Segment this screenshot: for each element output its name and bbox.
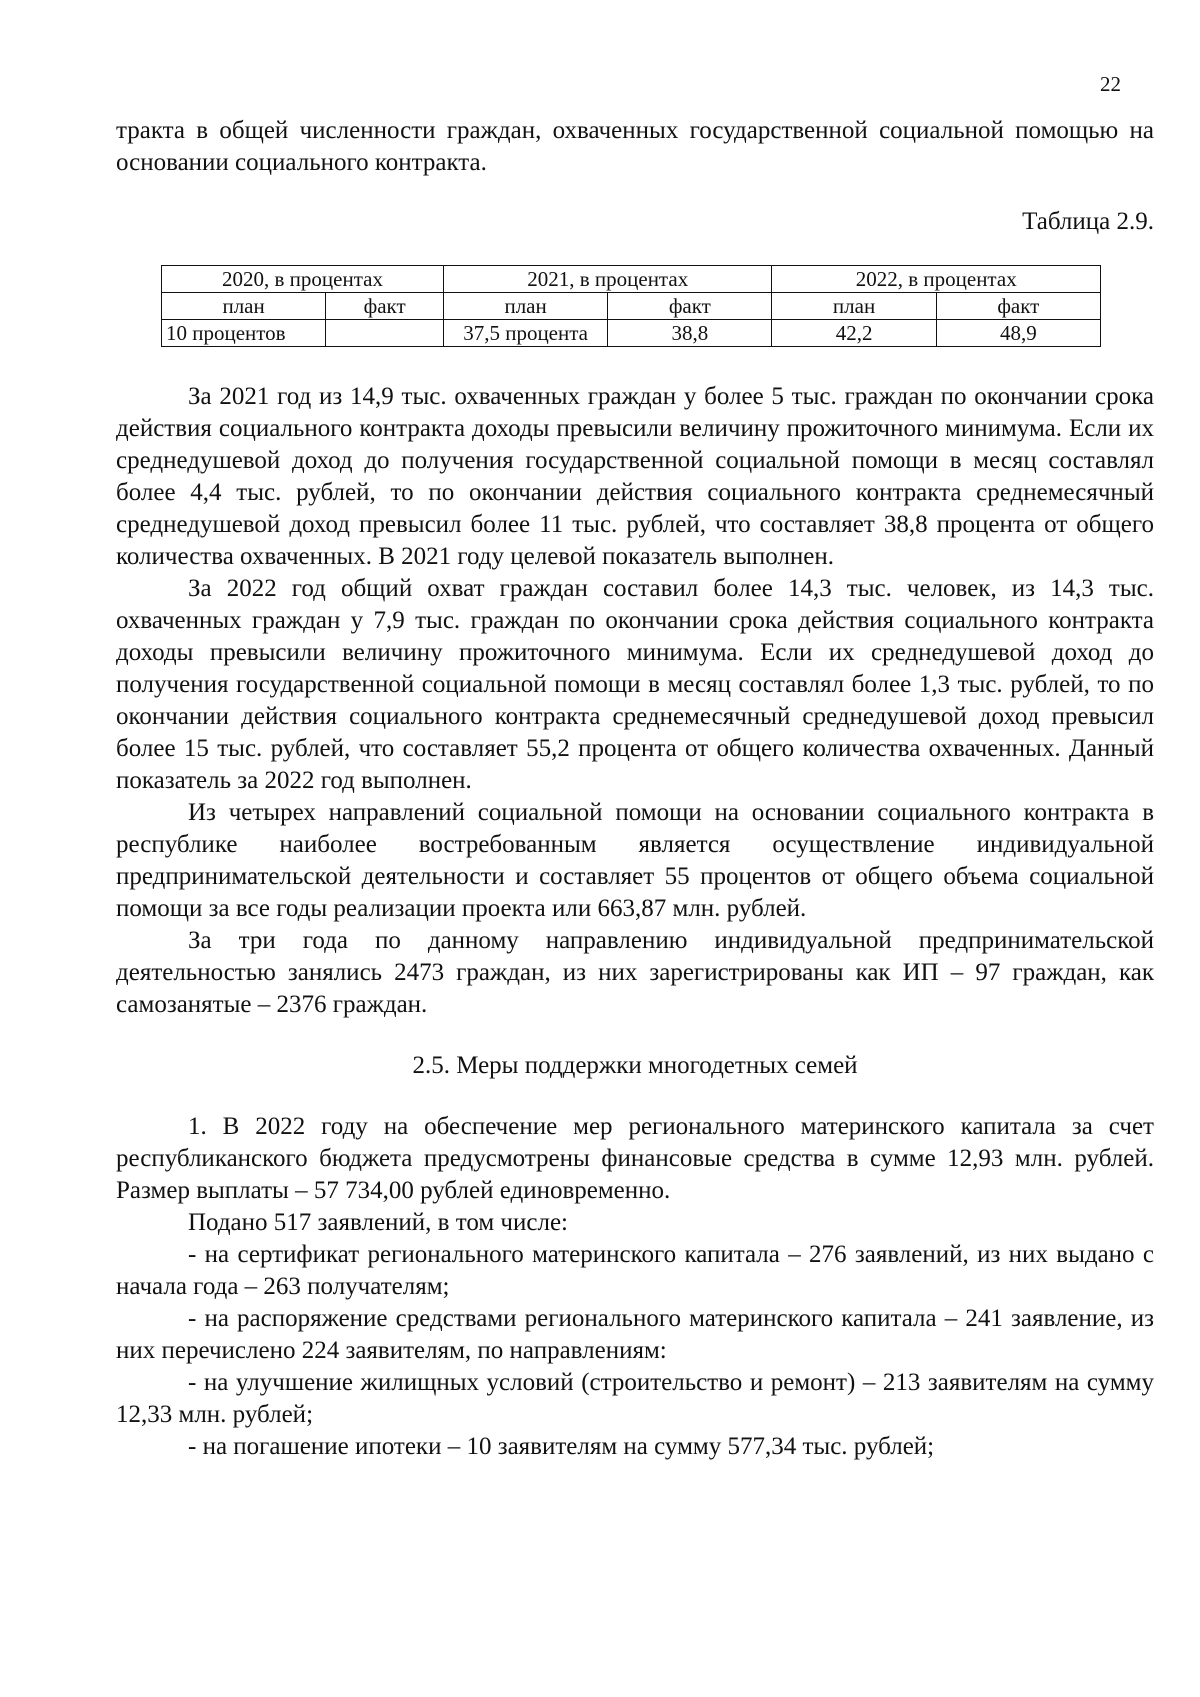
table-subheader-cell: план [443, 293, 607, 320]
table-row [162, 320, 1101, 347]
table-cell [326, 320, 444, 347]
paragraph: Из четырех направлений социальной помощи на основании социального контракта в республике наиболее востребованным является осуществление индивидуальной предпринимательской деятельности и составляет 55 процентов от общего объема социальной помощи за все годы реализации проекта или 663,87 млн. рублей. [116, 799, 1154, 922]
table-cell: 38,8 [608, 320, 772, 347]
table-header-row [162, 266, 1101, 293]
list-item: - на распоряжение средствами регионального материнского капитала – 241 заявление, из них перечислено 224 заявителям, по направлениям: [116, 1305, 1154, 1364]
table-subheader-row [162, 293, 1101, 320]
table-subheader-cell: план [772, 293, 936, 320]
table-cell: 10 процентов [162, 320, 326, 347]
list-item: - на улучшение жилищных условий (строительство и ремонт) – 213 заявителям на сумму 12,33 млн. рублей; [116, 1369, 1154, 1428]
table-header-2022: 2022, в процентах [772, 266, 1101, 293]
paragraph: За 2022 год общий охват граждан составил более 14,3 тыс. человек, из 14,3 тыс. охваченных граждан у 7,9 тыс. граждан по окончании срока действия социального контракта доходы превысили величину прожиточного минимума. Если их среднедушевой доход до получения государственной социальной помощи в месяц составлял более 1,3 тыс. рублей, то по окончании действия социального контракта среднемесячный среднедушевой доход превысил более 15 тыс. рублей, что составляет 55,2 процента от общего количества охваченных. Данный показатель за 2022 год выполнен. [116, 575, 1154, 794]
goal-table [161, 265, 1101, 347]
list-item: - на погашение ипотеки – 10 заявителям на сумму 577,34 тыс. рублей; [188, 1433, 935, 1460]
table-subheader-cell: факт [936, 293, 1100, 320]
paragraph: За три года по данному направлению индивидуальной предпринимательской деятельностью занялись 2473 граждан, из них зарегистрированы как ИП – 97 граждан, как самозанятые – 2376 граждан. [116, 927, 1154, 1018]
list-item: - на сертификат регионального материнского капитала – 276 заявлений, из них выдано с начала года – 263 получателям; [116, 1241, 1154, 1300]
table-cell: 37,5 процента [443, 320, 607, 347]
table-subheader-cell: план [162, 293, 326, 320]
table-header-2021: 2021, в процентах [443, 266, 771, 293]
document-body [116, 115, 1154, 1463]
table-header-2020: 2020, в процентах [162, 266, 444, 293]
table-cell: 48,9 [936, 320, 1100, 347]
paragraph: 1. В 2022 году на обеспечение мер регионального материнского капитала за счет республиканского бюджета предусмотрены финансовые средства в сумме 12,93 млн. рублей. Размер выплаты – 57 734,00 рублей единовременно. [116, 1113, 1154, 1204]
paragraph: Подано 517 заявлений, в том числе: [188, 1209, 568, 1236]
table-subheader-cell: факт [326, 293, 444, 320]
paragraph: За 2021 год из 14,9 тыс. охваченных граждан у более 5 тыс. граждан по окончании срока действия социального контракта доходы превысили величину прожиточного минимума. Если их среднедушевой доход до получения государственной социальной помощи в месяц составлял более 4,4 тыс. рублей, то по окончании действия социального контракта среднемесячный среднедушевой доход превысил более 11 тыс. рублей, что составляет 38,8 процента от общего количества охваченных. В 2021 году целевой показатель выполнен. [116, 383, 1154, 570]
intro-paragraph: тракта в общей численности граждан, охваченных государственной социальной помощью на основании социального контракта. [116, 117, 1154, 176]
page-number: 22 [1100, 72, 1121, 96]
section-heading: 2.5. Меры поддержки многодетных семей [412, 1052, 858, 1079]
table-cell: 42,2 [772, 320, 936, 347]
table-caption: Таблица 2.9. [1022, 208, 1154, 235]
table-subheader-cell: факт [608, 293, 772, 320]
